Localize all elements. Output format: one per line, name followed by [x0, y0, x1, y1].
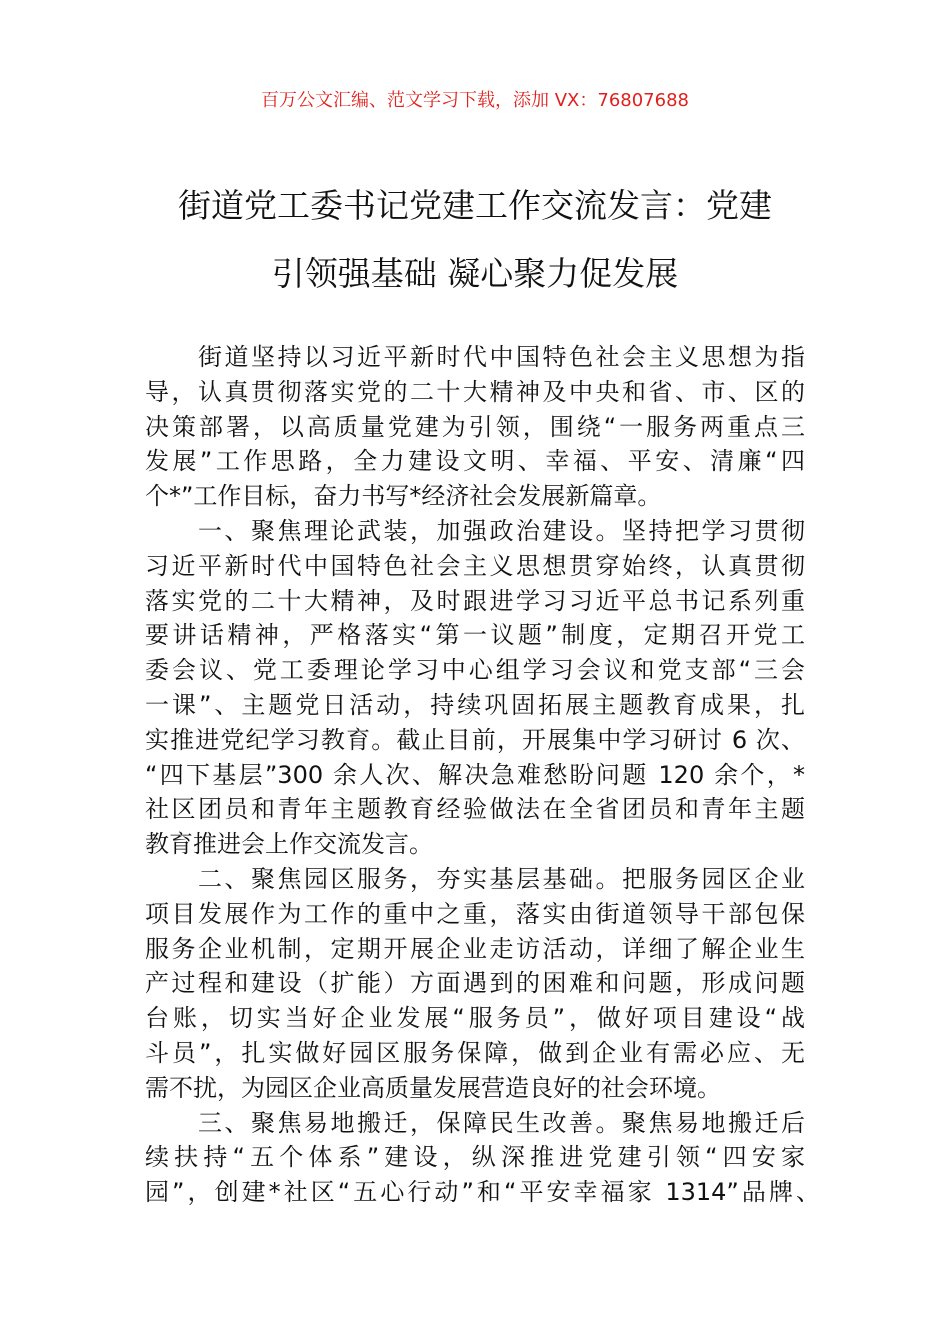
body-text-line: 一、聚焦理论武装，加强政治建设。坚持把学习贯彻 — [145, 516, 805, 545]
body-text-line: 社区团员和青年主题教育经验做法在全省团员和青年主题 — [145, 795, 805, 824]
body-text-line: 街道坚持以习近平新时代中国特色社会主义思想为指 — [145, 343, 805, 371]
body-text-line: 委会议、党工委理论学习中心组学习会议和党支部“三会 — [145, 656, 805, 685]
body-text-line: 发展”工作思路，全力建设文明、幸福、平安、清廉“四 — [145, 447, 805, 476]
body-text-line: 项目发展作为工作的重中之重，落实由街道领导干部包保 — [145, 899, 805, 928]
body-text-line: 需不扰，为园区企业高质量发展营造良好的社会环境。 — [145, 1073, 721, 1102]
body-text-line: 教育推进会上作交流发言。 — [145, 830, 433, 859]
body-text-line: 要讲话精神，严格落实“第一议题”制度，定期召开党工 — [145, 621, 805, 650]
document-title-line-1: 街道党工委书记党建工作交流发言：党建 — [178, 186, 772, 225]
body-text-line: 斗员”，扎实做好园区服务保障，做到企业有需必应、无 — [145, 1038, 805, 1067]
body-text-line: “四下基层”300 余人次、解决急难愁盼问题 120 余个，* — [145, 760, 805, 789]
body-text-line: 习近平新时代中国特色社会主义思想贯穿始终，认真贯彻 — [145, 551, 805, 580]
watermark-header: 百万公文汇编、范文学习下载，添加 VX：76807688 — [261, 90, 689, 111]
body-text-line: 产过程和建设（扩能）方面遇到的困难和问题，形成问题 — [145, 969, 805, 998]
body-text-line: 决策部署，以高质量党建为引领，围绕“一服务两重点三 — [145, 412, 805, 441]
body-text-line: 实推进党纪学习教育。截止目前，开展集中学习研讨 6 次、 — [145, 725, 805, 754]
body-text-line: 园”，创建*社区“五心行动”和“平安幸福家 1314”品牌、 — [145, 1178, 820, 1207]
body-text-line: 三、聚焦易地搬迁，保障民生改善。聚焦易地搬迁后 — [145, 1108, 805, 1137]
body-text-line: 落实党的二十大精神，及时跟进学习习近平总书记系列重 — [145, 586, 805, 615]
body-text-line: 导，认真贯彻落实党的二十大精神及中央和省、市、区的 — [145, 377, 805, 406]
document-title-line-2: 引领强基础 凝心聚力促发展 — [271, 254, 679, 293]
body-text-line: 二、聚焦园区服务，夯实基层基础。把服务园区企业 — [145, 864, 805, 893]
body-text-line: 服务企业机制，定期开展企业走访活动，详细了解企业生 — [145, 934, 805, 963]
body-text-line: 续扶持“五个体系”建设，纵深推进党建引领“四安家 — [145, 1143, 805, 1172]
body-text-line: 一课”、主题党日活动，持续巩固拓展主题教育成果，扎 — [145, 690, 805, 719]
body-text-line: 台账，切实当好企业发展“服务员”，做好项目建设“战 — [145, 1004, 805, 1033]
document-body — [145, 340, 820, 1210]
body-text-line: 个*”工作目标，奋力书写*经济社会发展新篇章。 — [145, 482, 662, 511]
